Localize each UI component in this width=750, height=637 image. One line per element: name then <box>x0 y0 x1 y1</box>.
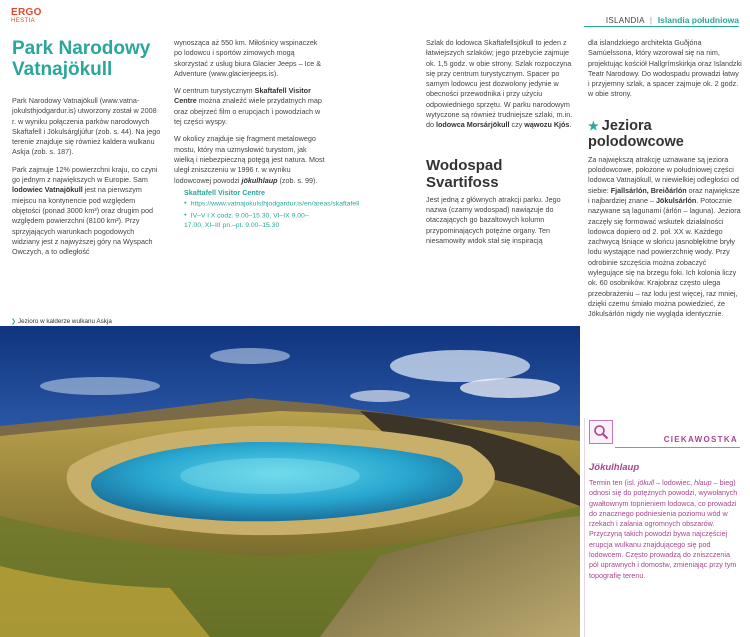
col2-paragraph-1: wynosząca aż 550 km. Miłośnicy wspinaczek po lodowcu i sportów zimowych mogą skorzystać z usług biura Glacier Jeeps – Ice & Adventure (www.glacierjeeps.is). <box>174 38 322 78</box>
col1-paragraph-1: Park Narodowy Vatnajökull (www.vatna-jokulsthjodgardur.is) utworzony został w 2008 r. w wyniku połączenia parków narodowych Skaftafell i Jökulsárgljúfur (zob. s. 44). Na jego terenie znajduje się również kaldera wulkanu Askja (zob. s. 187). <box>12 96 161 157</box>
column-4 <box>588 38 742 327</box>
fun-fact-rule <box>615 447 740 448</box>
info-block <box>174 187 360 231</box>
heading-svartifoss: Wodospad Svartifoss <box>426 156 503 191</box>
info-hours: ● IV–V i X codz. 9.00–15.30, VI–IX 9.00–17.00, XI–III pn.–pt. 9.00–15.30 <box>184 210 326 232</box>
col2-paragraph-2: W centrum turystycznym Skaftafell Visitor Centre można znaleźć wiele przydatnych map oraz obejrzeć film o erupcjach i powodziach w tej części wyspy. <box>174 86 322 127</box>
star-icon: ★ <box>588 118 599 133</box>
col3-paragraph-1: Szlak do lodowca Skaftafellsjökull to jeden z łatwiejszych szlaków; jego przebycie zajmuje ok. 1,5 godz. w obie strony. Szlak rozpoczyna się przy centrum turystycznym. Spacer po samym lodowcu jest dozwolony jedynie w obecności przewodnika i przy użyciu odpowiedniego sprzętu. W parku narodowym wytyczone są również trudniejsze szlaki, m.in. do lodowca Morsárjökull czy wąwozu Kjós. <box>426 38 573 130</box>
column-1 <box>12 38 162 264</box>
running-head <box>606 15 739 25</box>
logo-hestia: HESTIA <box>11 18 36 24</box>
running-head-separator: | <box>649 16 653 25</box>
info-title: Skaftafell Visitor Centre <box>184 187 265 197</box>
running-head-rule <box>584 26 739 27</box>
col1-paragraph-2: Park zajmuje 12% powierzchni kraju, co czyni go jednym z największych w Europie. Sam lodowiec Vatnajökull jest na pierwszym miejscu na kontynencie pod względem objętości (ponad 3000 km³) oraz drugim pod względem powierzchni (8100 km²). Przy sprzyjających warunkach pogodowych widziany jest z najwyższej góry na Wyspach Owczych, a to odległość <box>12 164 158 257</box>
logo-ergo: ERGO <box>11 7 42 18</box>
fun-fact-text: Termin ten (isl. jökull – lodowiec, hlaup – bieg) odnosi się do potężnych powodzi, wywołanych gwałtownym topnieniem lodowca, co prowadzi do znacznego podniesienia poziomu wód w rzekach i zalania ogromnych obszarów. Przyczyną takich powodzi bywa najczęściej erupcja wulkanu znajdującego się pod lodowcem. Często prowadzą do zniszczenia pól uprawnych i domostw, zmieniając przy tym topografię terenu. <box>589 478 738 580</box>
fun-fact-label: CIEKAWOSTKA <box>663 435 738 444</box>
col4-paragraph-2: Za największą atrakcję uznawane są jeziora polodowcowe, położone w południowej części lodowca Vatnajökull, w niewielkiej odległości od siebie: Fjallsárlón, Breiðárlón oraz największe i najbardziej znane – Jökulsárlón. Potocznie nazywane są lagunami (árlón – laguna). Jeziora zaczęły się formować wskutek działalności lodowca dopiero od 2. poł. XX w. Każdego zachwycą lśniące w słońcu jasnobłękitne bryły lodu wystające nad powierzchnię wody. Przy odrobinie szczęścia można zobaczyć wylegujące się na brzegu foki. Ich kolonia liczy ok. 60 osobników. Krajobraz często ulega przeobrażeniu – raz lodu jest więcej, raz mniej, dzięki czemu śmiało można powiedzieć, że Jökulsárlón nigdy nie wygląda identycznie. <box>588 154 741 319</box>
running-head-subsection: Islandia południowa <box>657 15 739 25</box>
col2-paragraph-3: W okolicy znajduje się fragment metalowego mostu, który ma uzmysłowić turystom, jak wielką i niebezpieczną potęgą jest natura. Most uległ zniszczeniu w 1996 r. w wyniku lodowcowej powodzi jökulhlaup (zob. s. 99). <box>174 134 325 185</box>
column-3 <box>426 38 576 253</box>
photo-caption: ❯ Jezioro w kalderze wulkanu Askja <box>11 318 112 325</box>
publisher-logo <box>11 8 42 24</box>
col3-paragraph-2: Jest jedną z głównych atrakcji parku. Jego nazwa (czarny wodospad) nawiązuje do otaczających go bazaltowych kolumn przypominających potężne organy. Ten niesamowity widok stał się inspiracją <box>426 194 561 245</box>
fun-fact-box <box>584 418 744 637</box>
col4-paragraph-1: dla islandzkiego architekta Guðjóna Samúelssona, który wzorował się na nim, projektując kościół Hallgrímskirkja oraz Islandzki Teatr Narodowy. Do wodospadu prowadzi łatwy i przyjemny szlak, a spacer zajmuje ok. 2 godz. w obie strony. <box>588 38 742 99</box>
page-title: Park Narodowy Vatnajökull <box>12 38 151 80</box>
column-2 <box>174 38 360 231</box>
running-head-section: ISLANDIA <box>605 16 645 25</box>
heading-lakes: ★ Jeziora polodowcowe <box>588 117 684 150</box>
crater-lake-photo <box>0 326 580 637</box>
fun-fact-title: Jökulhlaup <box>589 462 640 473</box>
info-url[interactable]: ● https://www.vatnajokulsthjodgardur.is/en/areas/skaftafell <box>184 198 326 210</box>
chevron-down-icon: ❯ <box>11 319 17 325</box>
info-list <box>184 198 360 231</box>
magnifier-icon <box>589 420 613 444</box>
